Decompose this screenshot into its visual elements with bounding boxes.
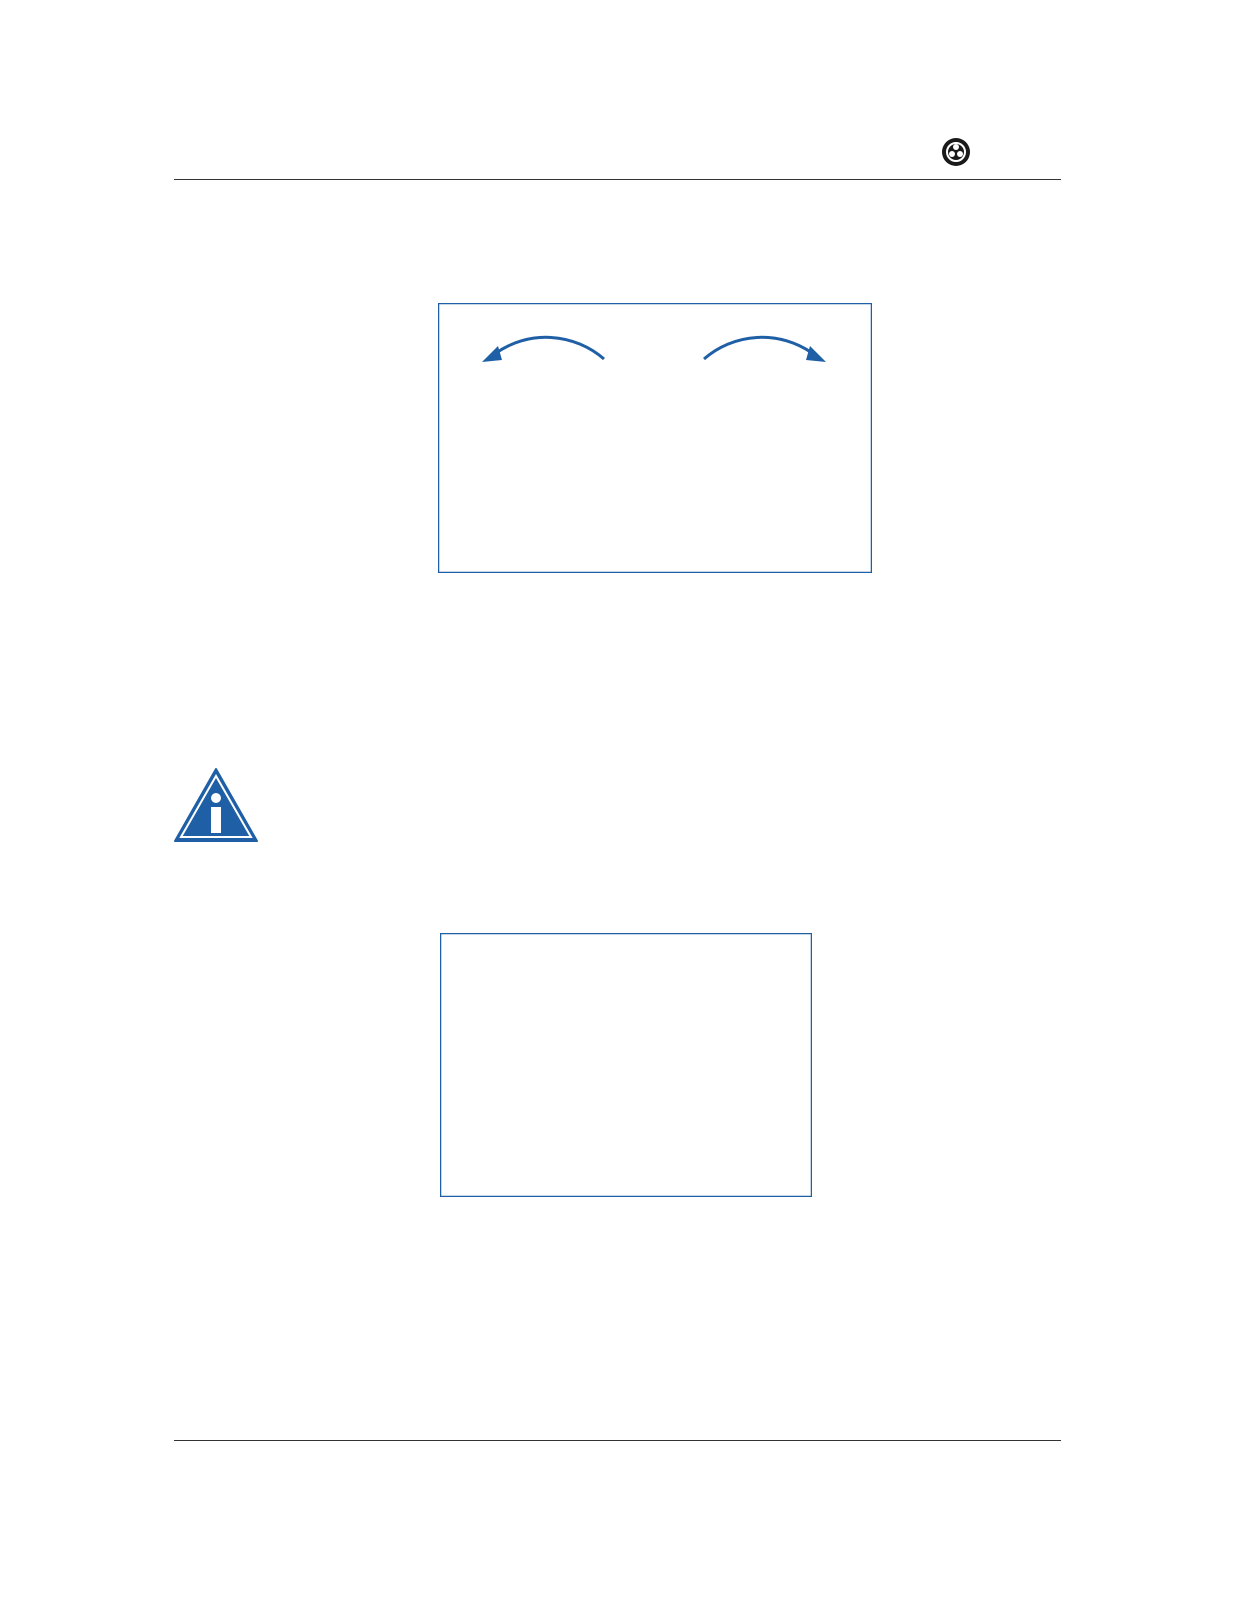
info-icon	[172, 766, 260, 844]
footer-rule	[174, 1440, 1061, 1441]
system-control-figure	[440, 933, 812, 1197]
akg-logo	[940, 134, 1062, 170]
figure-frame	[441, 934, 812, 1197]
priority-figure	[438, 303, 872, 573]
header-rule	[174, 179, 1061, 180]
figure-frame	[439, 304, 872, 573]
